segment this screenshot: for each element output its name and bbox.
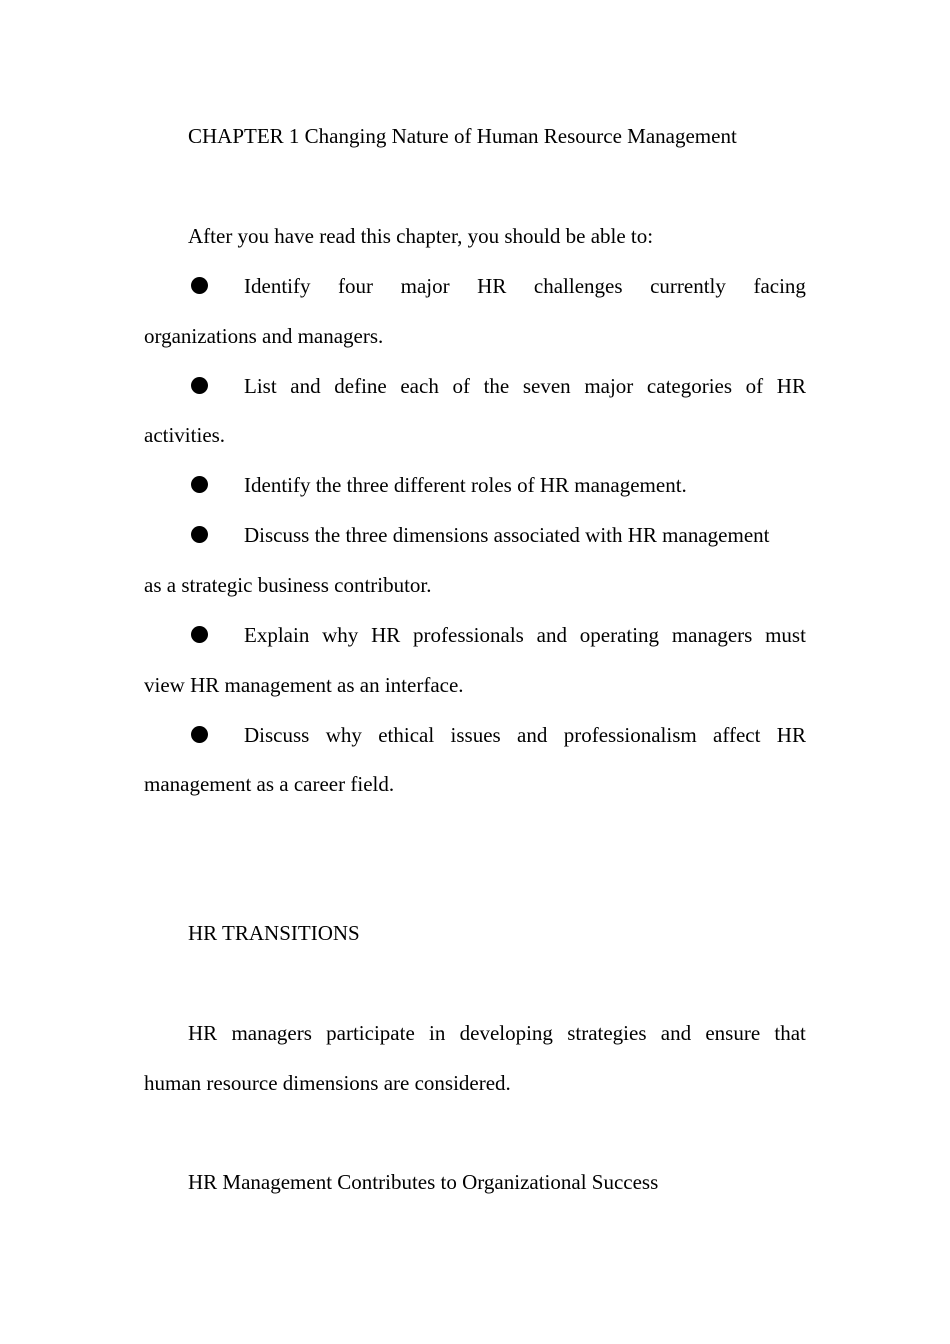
objective-5-continuation: view HR management as an interface. [144, 673, 464, 697]
word: why [322, 623, 359, 647]
word: each [400, 374, 439, 398]
word: developing [459, 1021, 553, 1045]
word: participate [326, 1021, 415, 1045]
word: ensure [705, 1021, 761, 1045]
objective-2-first-line [244, 373, 806, 399]
subheading: HR Management Contributes to Organizational Success [188, 1170, 659, 1194]
word: why [325, 723, 362, 747]
word: managers [231, 1021, 312, 1045]
bullet-icon [191, 277, 208, 294]
word: HR [371, 623, 401, 647]
bullet-icon [191, 377, 208, 394]
word: challenges [533, 274, 623, 298]
word: of [452, 374, 470, 398]
word: professionals [413, 623, 524, 647]
word: facing [753, 274, 806, 298]
word: currently [650, 274, 726, 298]
word: in [429, 1021, 446, 1045]
word: and [517, 723, 548, 747]
word: ethical [378, 723, 435, 747]
paragraph-continuation: human resource dimensions are considered. [144, 1071, 511, 1095]
bullet-icon [191, 726, 208, 743]
word: HR [776, 374, 806, 398]
objective-2-continuation: activities. [144, 423, 226, 447]
word: HR [188, 1021, 218, 1045]
word: strategies [567, 1021, 647, 1045]
word: define [334, 374, 387, 398]
word: Identify [244, 274, 311, 298]
word: Explain [244, 623, 310, 647]
word: that [774, 1021, 806, 1045]
word: HR [477, 274, 507, 298]
objective-1-first-line [244, 273, 806, 299]
objective-5-first-line [244, 622, 806, 648]
bullet-icon [191, 626, 208, 643]
word: major [400, 274, 450, 298]
word: and [290, 374, 321, 398]
word: of [745, 374, 764, 398]
word: the [483, 374, 510, 398]
paragraph-first-line [188, 1020, 806, 1046]
word: seven [522, 374, 571, 398]
chapter-title: CHAPTER 1 Changing Nature of Human Resource Management [188, 124, 737, 148]
word: HR [776, 723, 806, 747]
word: and [660, 1021, 692, 1045]
objective-4-first-line: Discuss the three dimensions associated with HR management [244, 523, 770, 547]
word: four [338, 274, 374, 298]
word: affect [713, 723, 761, 747]
word: managers [671, 623, 753, 647]
word: Discuss [244, 723, 310, 747]
word: operating [579, 623, 660, 647]
objective-4-continuation: as a strategic business contributor. [144, 573, 432, 597]
objective-6-continuation: management as a career field. [144, 772, 395, 796]
word: issues [450, 723, 501, 747]
word: must [765, 623, 806, 647]
objective-6-first-line [244, 722, 806, 748]
word: categories [646, 374, 733, 398]
word: and [536, 623, 567, 647]
intro-text: After you have read this chapter, you should be able to: [188, 224, 654, 248]
bullet-icon [191, 526, 208, 543]
bullet-icon [191, 476, 208, 493]
objective-1-continuation: organizations and managers. [144, 324, 384, 348]
objective-3-first-line: Identify the three different roles of HR management. [244, 473, 687, 497]
word: professionalism [563, 723, 697, 747]
section-heading: HR TRANSITIONS [188, 921, 360, 945]
word: major [584, 374, 634, 398]
word: List [244, 374, 277, 398]
